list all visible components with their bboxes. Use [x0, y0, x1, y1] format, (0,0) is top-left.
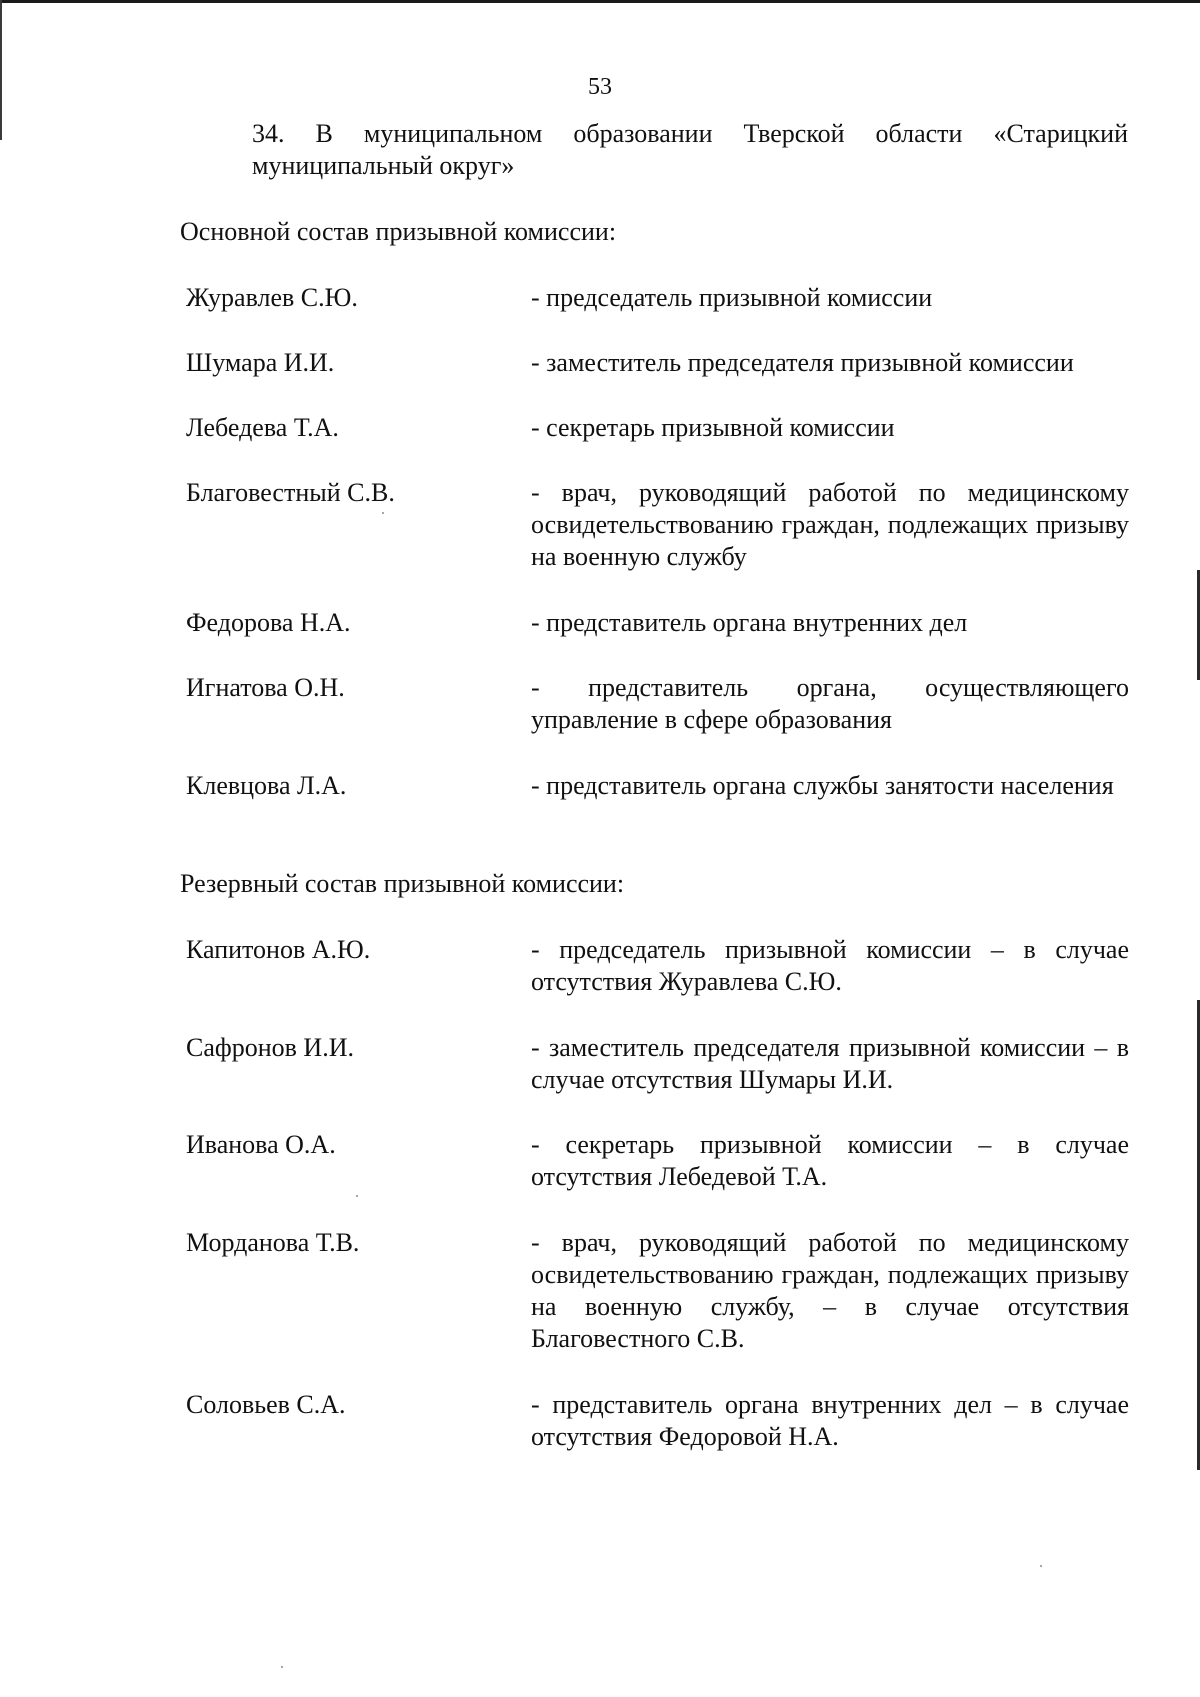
member-name: Соловьев С.А. — [186, 1390, 346, 1419]
member-name: Капитонов А.Ю. — [186, 935, 371, 964]
member-role: - председатель призывной комиссии – в случае отсутствия Журавлева С.Ю. — [531, 935, 1129, 996]
member-role: - врач, руководящий работой по медицинскому освидетельствованию граждан, подлежащих призыву на военную службу — [531, 478, 1129, 571]
scan-edge-top — [0, 0, 1200, 3]
member-name: Шумара И.И. — [186, 348, 335, 377]
member-role: - представитель органа службы занятости населения — [531, 771, 1114, 800]
member-name: Федорова Н.А. — [186, 608, 351, 637]
section-heading: 34. В муниципальном образовании Тверской области «Старицкий муниципальный округ» — [252, 119, 1128, 180]
scan-speck — [1040, 1565, 1042, 1567]
member-role: - представитель органа, осуществляющего управление в сфере образования — [531, 673, 1129, 734]
page-number: 53 — [588, 74, 612, 100]
member-name: Сафронов И.И. — [186, 1033, 354, 1062]
member-role: - представитель органа внутренних дел — [531, 608, 968, 637]
member-role: - председатель призывной комиссии — [531, 283, 933, 312]
member-name: Благовестный С.В. — [186, 478, 395, 507]
member-name: Игнатова О.Н. — [186, 673, 345, 702]
reserve-composition-title: Резервный состав призывной комиссии: — [180, 869, 625, 898]
member-name: Иванова О.А. — [186, 1130, 336, 1159]
member-role: - представитель органа внутренних дел – в случае отсутствия Федоровой Н.А. — [531, 1390, 1129, 1451]
member-role: - врач, руководящий работой по медицинскому освидетельствованию граждан, подлежащих призыву на военную службу, – в случае отсутствия Благовестного С.В. — [531, 1228, 1129, 1353]
member-role: - заместитель председателя призывной комиссии — [531, 348, 1074, 377]
member-name: Лебедева Т.А. — [186, 413, 339, 442]
main-composition-title: Основной состав призывной комиссии: — [180, 217, 617, 246]
scan-speck — [382, 512, 384, 514]
scan-speck — [356, 1195, 358, 1197]
scan-speck — [281, 1666, 283, 1668]
scan-edge-left — [0, 0, 2, 140]
member-name: Клевцова Л.А. — [186, 771, 347, 800]
member-name: Морданова Т.В. — [186, 1228, 360, 1257]
member-role: - секретарь призывной комиссии — [531, 413, 895, 442]
member-role: - секретарь призывной комиссии – в случае отсутствия Лебедевой Т.А. — [531, 1130, 1129, 1191]
member-role: - заместитель председателя призывной комиссии – в случае отсутствия Шумары И.И. — [531, 1033, 1129, 1094]
member-name: Журавлев С.Ю. — [186, 283, 358, 312]
